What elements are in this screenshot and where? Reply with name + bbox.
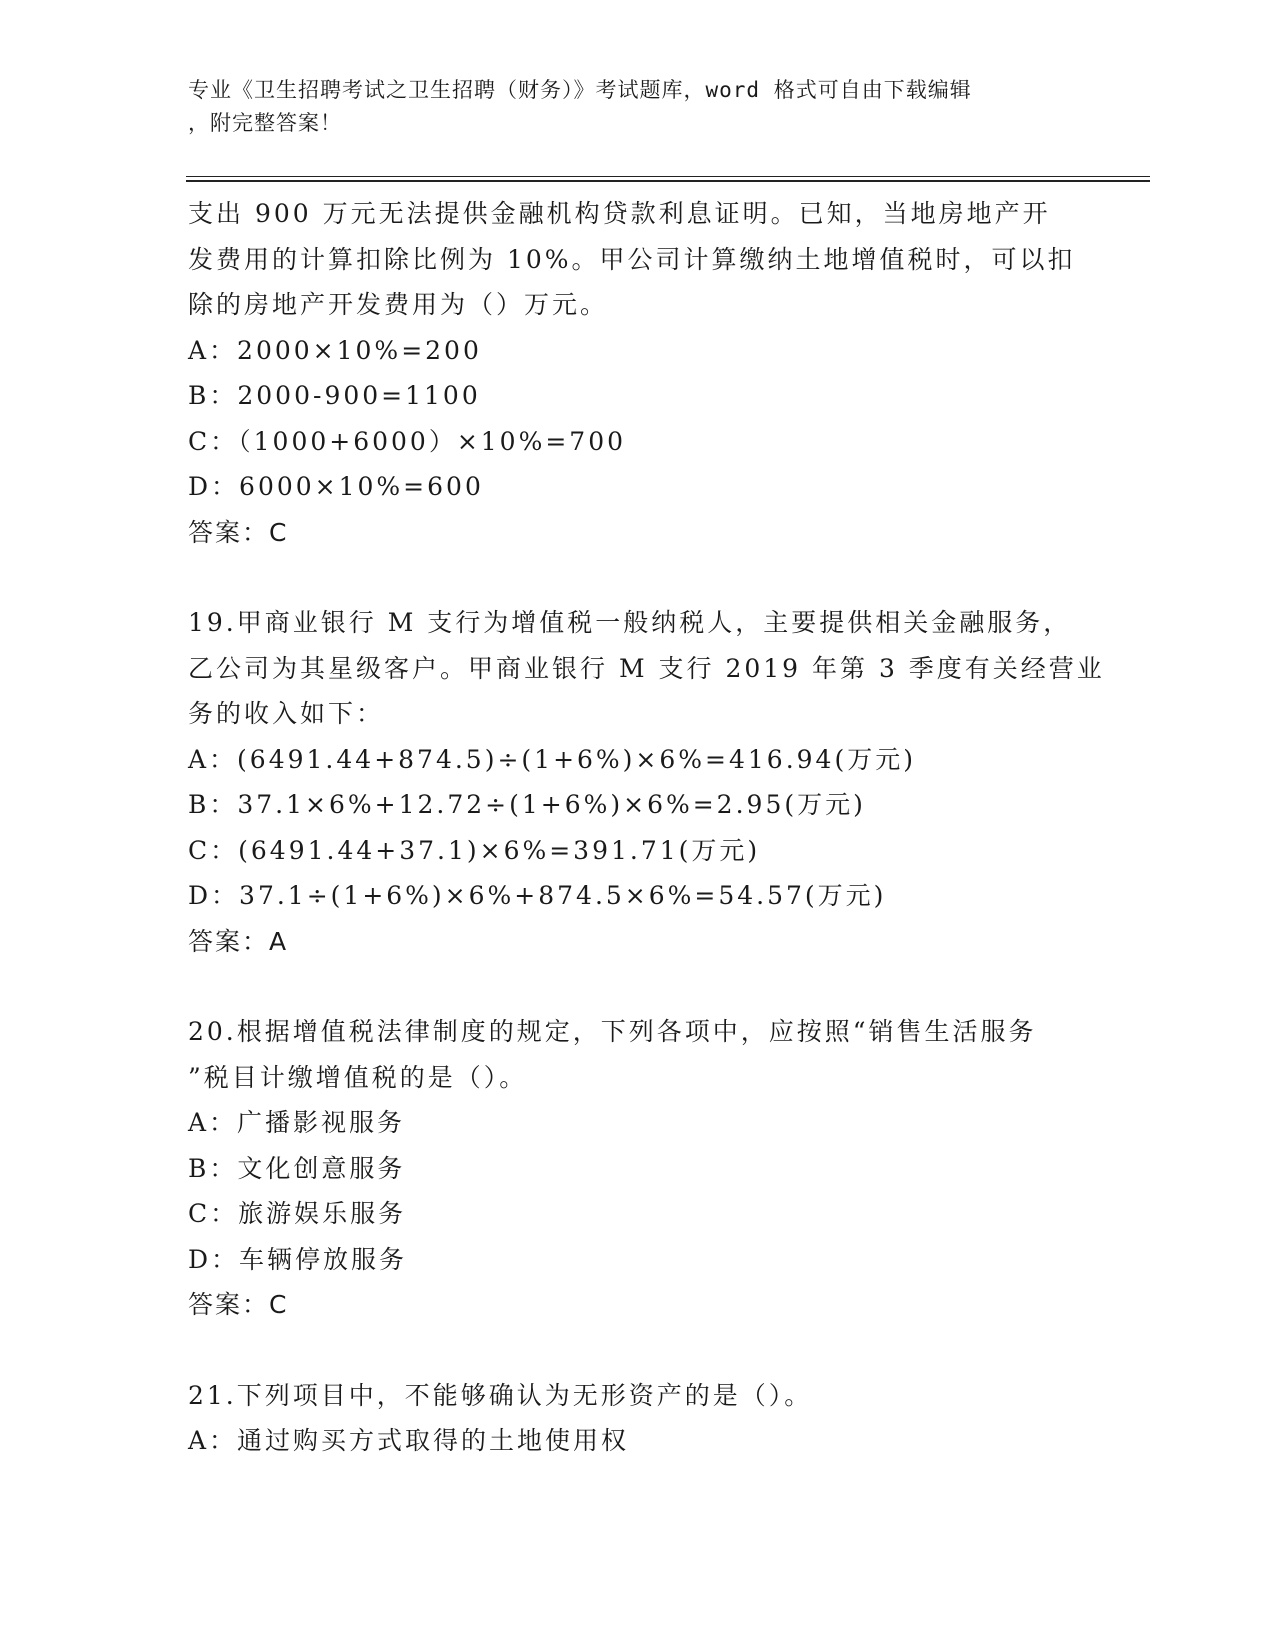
question-19 bbox=[188, 600, 1105, 964]
answer-line: 答案：C bbox=[188, 1290, 289, 1319]
answer-line: 答案：C bbox=[188, 517, 289, 547]
option-b: B：2000-900=1100 bbox=[188, 381, 481, 410]
spacer bbox=[188, 964, 1088, 1009]
question-text-line: 21.下列项目中，不能够确认为无形资产的是（）。 bbox=[188, 1380, 813, 1410]
question-text-line: 发费用的计算扣除比例为 10%。甲公司计算缴纳土地增值税时，可以扣 bbox=[188, 244, 1076, 274]
document-body bbox=[188, 191, 1105, 1464]
question-18 bbox=[188, 191, 1088, 555]
question-text-line: 支出 900 万元无法提供金融机构贷款利息证明。已知，当地房地产开 bbox=[188, 199, 1051, 228]
option-a: A：广播影视服务 bbox=[188, 1108, 406, 1137]
spacer bbox=[188, 555, 1088, 600]
option-c: C：旅游娱乐服务 bbox=[188, 1199, 407, 1228]
option-c: C：(6491.44+37.1)×6%=391.71(万元) bbox=[188, 835, 761, 865]
spacer bbox=[188, 1328, 1088, 1373]
header-divider-thick bbox=[186, 180, 1150, 182]
header-line-1: 专业《卫生招聘考试之卫生招聘（财务）》考试题库，word 格式可自由下载编辑 bbox=[188, 78, 972, 102]
question-text-line: 务的收入如下： bbox=[188, 699, 385, 728]
question-text-line: 除的房地产开发费用为（）万元。 bbox=[188, 290, 609, 319]
question-text-line: 乙公司为其星级客户。甲商业银行 M 支行 2019 年第 3 季度有关经营业 bbox=[188, 653, 1105, 683]
option-b: B：37.1×6%+12.72÷(1+6%)×6%=2.95(万元) bbox=[188, 790, 866, 819]
header-divider-thin bbox=[186, 176, 1150, 177]
question-text-line: ”税目计缴增值税的是（）。 bbox=[188, 1062, 528, 1092]
option-c: C：（1000+6000）×10%=700 bbox=[188, 426, 627, 456]
question-text-line: 20.根据增值税法律制度的规定，下列各项中，应按照“销售生活服务 bbox=[188, 1017, 1037, 1046]
option-d: D：37.1÷(1+6%)×6%+874.5×6%=54.57(万元) bbox=[188, 881, 887, 910]
question-text-line: 19.甲商业银行 M 支行为增值税一般纳税人，主要提供相关金融服务， bbox=[188, 608, 1072, 637]
option-a: A：2000×10%=200 bbox=[188, 335, 482, 365]
document-header bbox=[188, 74, 1068, 140]
header-line-2: ，附完整答案！ bbox=[188, 111, 342, 135]
question-20 bbox=[188, 1009, 1088, 1328]
option-a: A：通过购买方式取得的土地使用权 bbox=[188, 1426, 630, 1455]
question-21 bbox=[188, 1373, 1088, 1464]
option-d: D：6000×10%=600 bbox=[188, 472, 484, 501]
option-b: B：文化创意服务 bbox=[188, 1153, 406, 1183]
answer-line: 答案：A bbox=[188, 926, 289, 956]
option-a: A：(6491.44+874.5)÷(1+6%)×6%=416.94(万元) bbox=[188, 744, 916, 774]
option-d: D：车辆停放服务 bbox=[188, 1244, 408, 1274]
